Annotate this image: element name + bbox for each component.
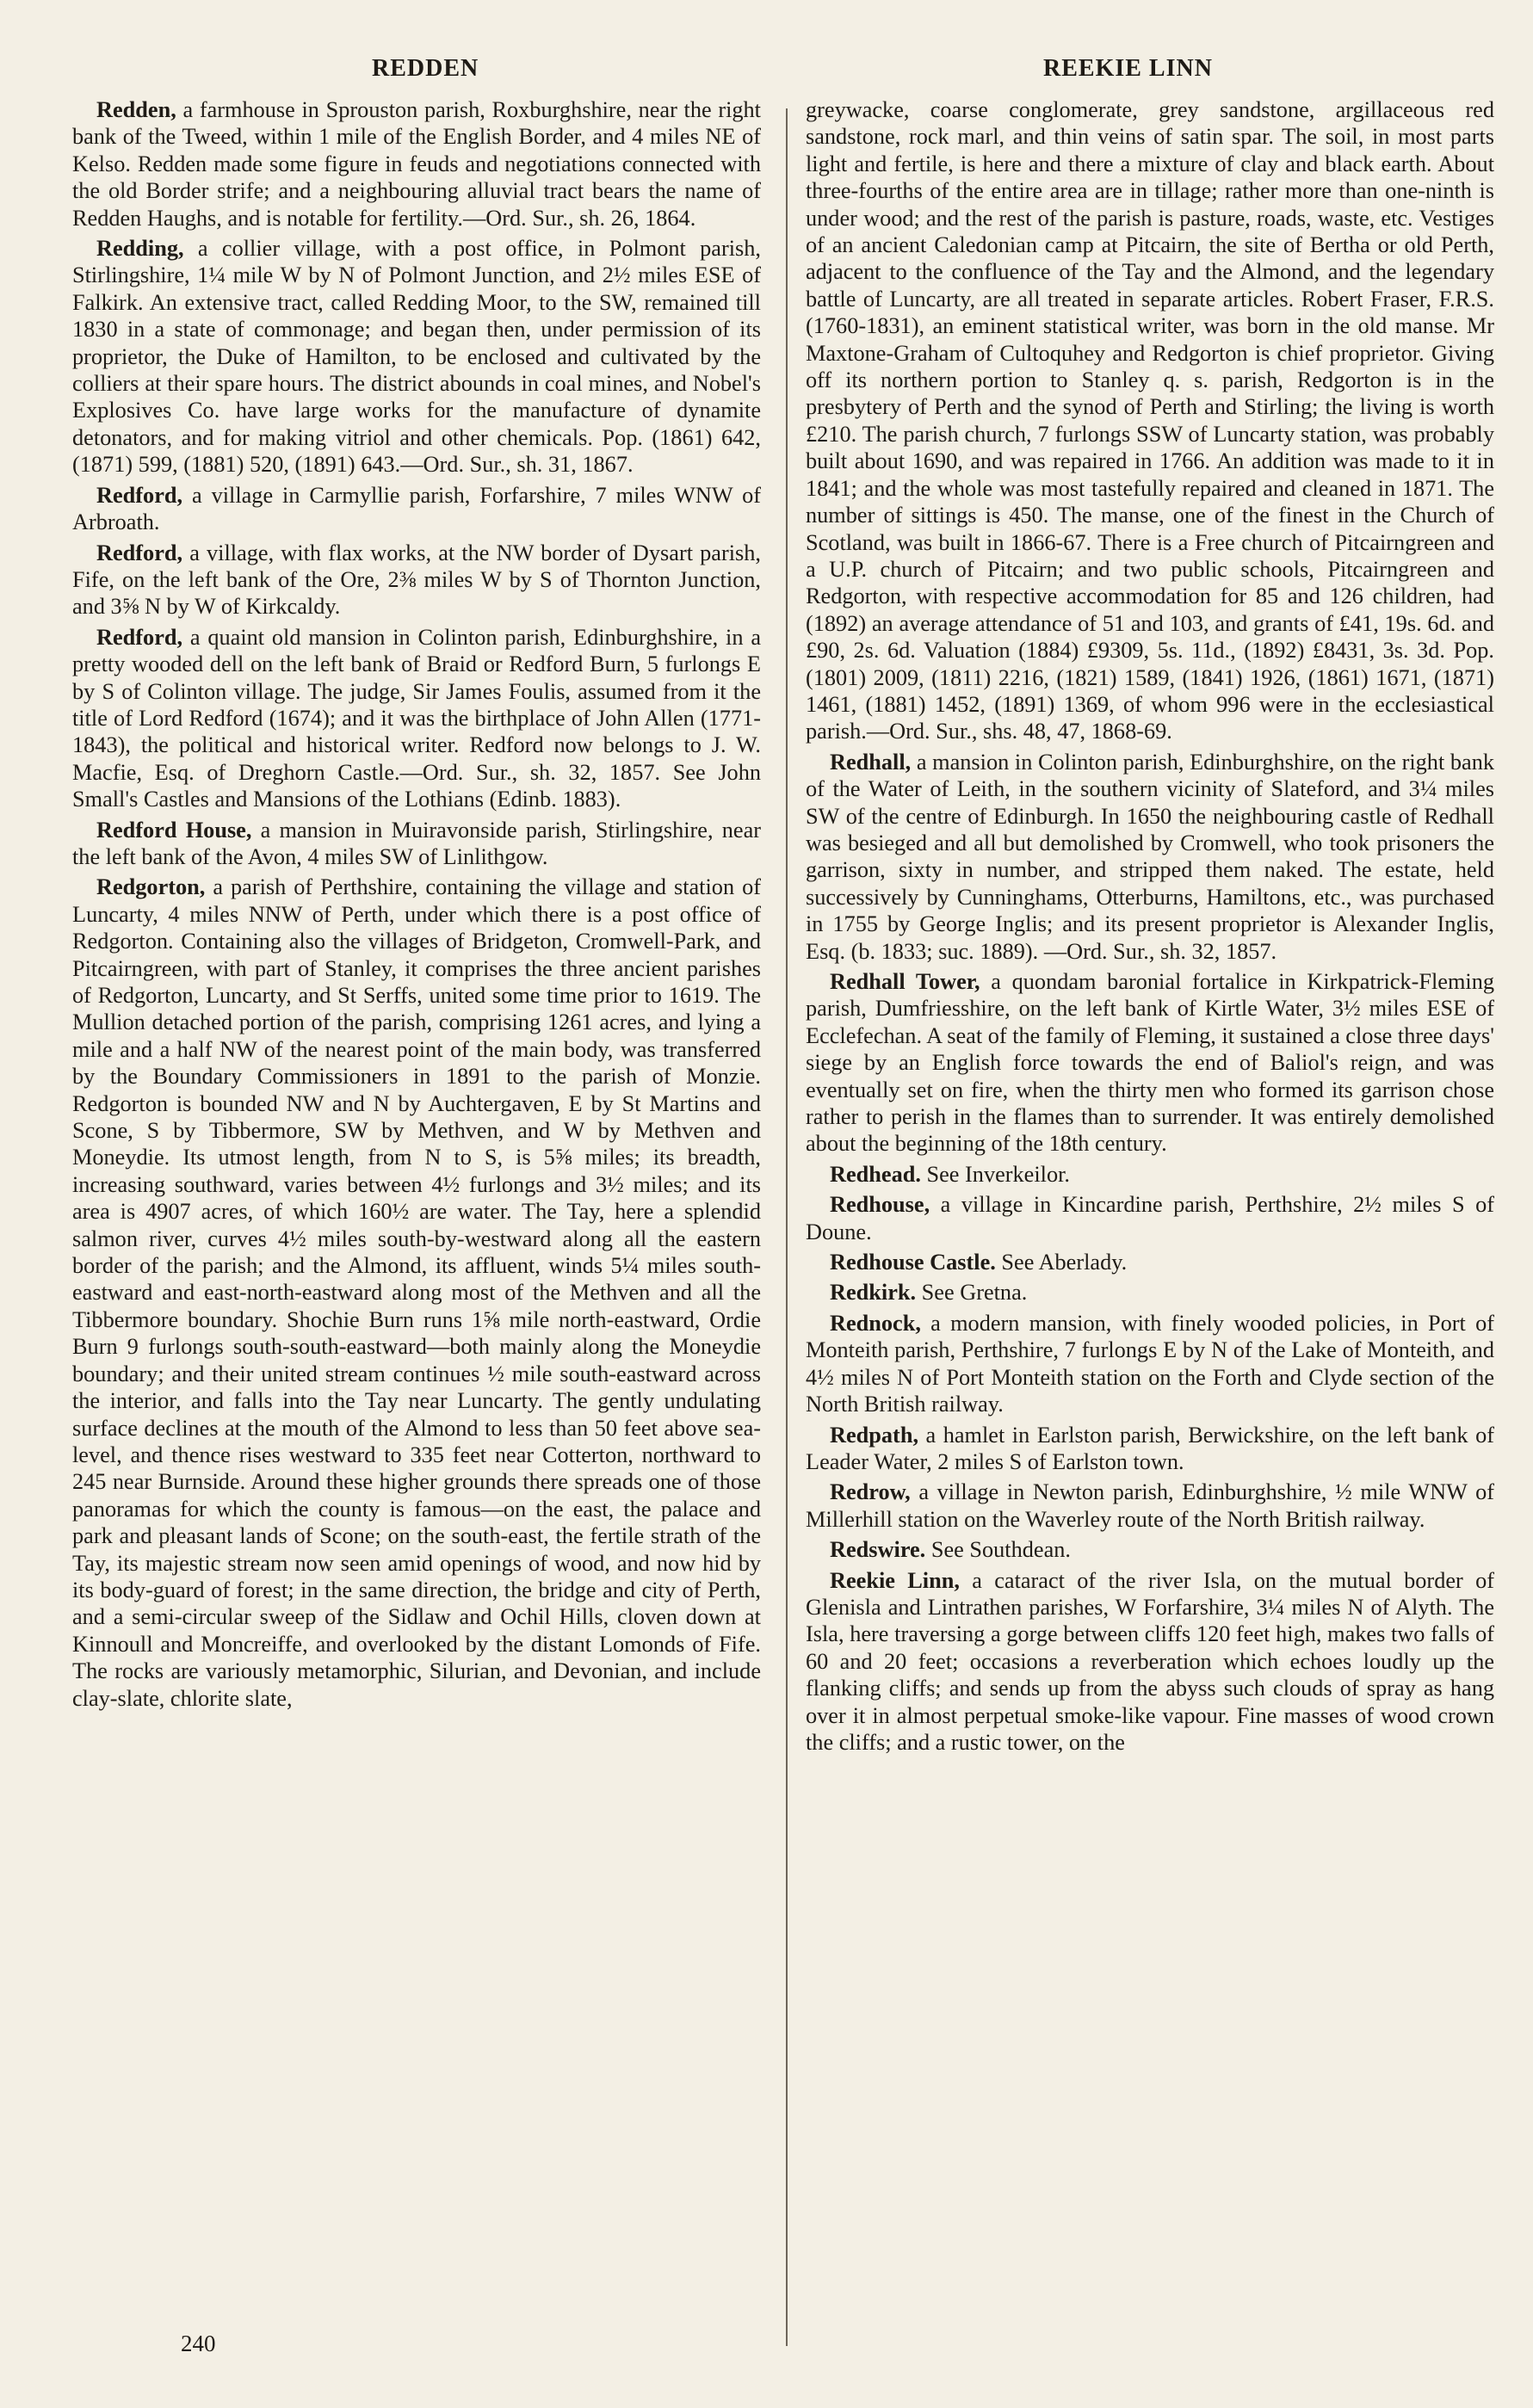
entry-headword: Redhall, xyxy=(830,749,912,775)
entry-text: See Gretna. xyxy=(916,1280,1028,1306)
entry-redford-dysart xyxy=(72,540,761,621)
entry-redford-house xyxy=(72,817,761,871)
entry-headword: Rednock, xyxy=(830,1310,921,1336)
entry-redhall xyxy=(806,749,1494,965)
entry-headword: Redswire. xyxy=(830,1537,926,1563)
entry-text: See Inverkeilor. xyxy=(920,1161,1070,1187)
entry-text: greywacke, coarse conglomerate, grey sandstone, argillaceous red sandstone, rock marl, and thin veins of satin spar. The soil, in most parts light and fertile, is here and there a mixture of clay and black earth. About three-fourths of the entire area are in tillage; rather more than one-ninth is under wood; and the rest of the parish is pasture, roads, waste, etc. Vestiges of an ancient Caledonian camp at Pitcairn, the site of Bertha or old Perth, adjacent to the confluence of the Tay and the Almond, and the legendary battle of Luncarty, are all treated in separate articles. Robert Fraser, F.R.S. (1760-1831), an eminent statistical writer, was born in the old manse. Mr Maxtone-Graham of Cultoquhey and Redgorton is chief proprietor. Giving off its northern portion to Stanley q. s. parish, Redgorton is in the presbytery of Perth and the synod of Perth and Stirling; the living is worth £210. The parish church, 7 furlongs SSW of Luncarty station, was probably built about 1690, and was repaired in 1766. An addition was made to it in 1841; and the whole was most tastefully repaired and cleaned in 1871. The number of sittings is 450. The manse, one of the finest in the Church of Scotland, was built in 1866-67. There is a Free church of Pitcairngreen and a U.P. church of Pitcairn; and two public schools, Pitcairngreen and Redgorton, with respective accommodation for 85 and 126 children, had (1892) an average attendance of 51 and 103, and grants of £41, 19s. 6d. and £90, 2s. 6d. Valuation (1884) £9309, 5s. 11d., (1892) £8431, 3s. 3d. Pop. (1801) 2009, (1811) 2216, (1821) 1589, (1841) 1926, (1861) 1671, (1871) 1461, (1881) 1452, (1891) 1369, of whom 996 were in the ecclesiastical parish.—Ord. Sur., shs. 48, 47, 1868-69. xyxy=(806,97,1494,744)
entry-redpath xyxy=(806,1422,1494,1476)
entry-text: a farmhouse in Sprouston parish, Roxburghshire, near the right bank of the Tweed, within 1 mile of the English Border, and 4 miles NE of Kelso. Redden made some figure in feuds and negotiations connected with the old Border strife; and a neighbouring alluvial tract bears the name of Redden Haughs, and is notable for fertility.—Ord. Sur., sh. 26, 1864. xyxy=(72,97,761,231)
entry-headword: Redhall Tower, xyxy=(830,969,980,994)
entry-headword: Reekie Linn, xyxy=(830,1567,960,1593)
entry-headword: Redford, xyxy=(96,624,183,650)
entry-text: a quaint old mansion in Colinton parish, Edinburghshire, in a pretty wooded dell on the left bank of Braid or Redford Burn, 5 furlongs E by S of Colinton village. The judge, Sir James Foulis, assumed from it the title of Lord Redford (1674); and it was the birthplace of John Allen (1771-1843), the political and historical writer. Redford now belongs to J. W. Macfie, Esq. of Dreghorn Castle.—Ord. Sur., sh. 32, 1857. See John Small's Castles and Mansions of the Lothians (Edinb. 1883). xyxy=(72,624,761,812)
entry-text: a quondam baronial fortalice in Kirkpatrick-Fleming parish, Dumfriesshire, on the left bank of Kirtle Water, 3½ miles ESE of Ecclefechan. A seat of the family of Fleming, it sustained a close three days' siege by an English force towards the end of Baliol's reign, and was eventually set on fire, when the thirty men who formed its garrison chose rather to perish in the flames than to surrender. It was entirely demolished about the beginning of the 18th century. xyxy=(806,969,1495,1157)
entry-text: a village, with flax works, at the NW border of Dysart parish, Fife, on the left bank of the Ore, 2⅜ miles W by S of Thornton Junction, and 3⅝ N by W of Kirkcaldy. xyxy=(72,540,761,620)
entry-text: See Southdean. xyxy=(925,1537,1071,1563)
entry-text: See Aberlady. xyxy=(995,1250,1128,1275)
entry-redding xyxy=(72,235,761,479)
left-column xyxy=(72,96,761,1715)
entry-text: a cataract of the river Isla, on the mutual border of Glenisla and Lintrathen parishes, W Forfarshire, 3¼ miles N of Alyth. The Isla, here traversing a gorge between cliffs 120 feet high, makes two falls of 60 and 20 feet; occasions a reverberation which echoes loudly up the flanking cliffs; and sends up from the abyss such clouds of spray as hang over it in almost perpetual smoke-like vapour. Fine masses of wood crown the cliffs; and a rustic tower, on the xyxy=(806,1567,1494,1755)
entry-redhouse-castle xyxy=(806,1249,1494,1275)
entry-redford-carmyllie xyxy=(72,482,761,536)
entry-redhouse xyxy=(806,1191,1494,1245)
entry-headword: Redford House, xyxy=(96,817,252,843)
entry-text: a hamlet in Earlston parish, Berwickshire, on the left bank of Leader Water, 2 miles S of Earlston town. xyxy=(806,1422,1494,1474)
column-divider xyxy=(786,108,788,2346)
entry-text: a village in Kincardine parish, Perthshire, 2½ miles S of Doune. xyxy=(806,1192,1494,1244)
entry-headword: Redford, xyxy=(96,482,183,508)
entry-headword: Redford, xyxy=(96,540,183,565)
right-column xyxy=(806,96,1494,1759)
running-head-left: REDDEN xyxy=(372,55,479,82)
entry-redswire xyxy=(806,1536,1494,1563)
entry-text: a modern mansion, with finely wooded policies, in Port of Monteith parish, Perthshire, 7 furlongs E by N of the Lake of Monteith, and 4½ miles N of Port Monteith station on the Forth and Clyde section of the North British railway. xyxy=(806,1310,1494,1417)
entry-headword: Redhead. xyxy=(830,1161,921,1187)
entry-redgorton xyxy=(72,874,761,1712)
page-number: 240 xyxy=(181,2331,216,2356)
entry-redkirk xyxy=(806,1279,1494,1306)
entry-reekie-linn xyxy=(806,1567,1494,1757)
entry-redden xyxy=(72,96,761,232)
entry-text: a village in Carmyllie parish, Forfarshire, 7 miles WNW of Arbroath. xyxy=(72,482,761,535)
entry-text: a collier village, with a post office, in Polmont parish, Stirlingshire, 1¼ mile W by N of Polmont Junction, and 2½ miles ESE of Falkirk. An extensive tract, called Redding Moor, to the SW, remained till 1830 in a state of commonage; and began then, under permission of its proprietor, the Duke of Hamilton, to be enclosed and cultivated by the colliers at their spare hours. The district abounds in coal mines, and Nobel's Explosives Co. have large works for the manufacture of dynamite detonators, and for making vitriol and other chemicals. Pop. (1861) 642, (1871) 599, (1881) 520, (1891) 643.—Ord. Sur., sh. 31, 1867. xyxy=(72,236,761,478)
entry-redgorton-continued xyxy=(806,96,1494,745)
entry-headword: Redpath, xyxy=(830,1422,919,1448)
entry-redhall-tower xyxy=(806,968,1494,1158)
entry-headword: Redgorton, xyxy=(96,874,206,900)
entry-text: a parish of Perthshire, containing the village and station of Luncarty, 4 miles NNW of Perth, under which there is a post office of Redgorton. Containing also the villages of Bridgeton, Cromwell-Park, and Pitcairngreen, with part of Stanley, it comprises the three ancient parishes of Redgorton, Luncarty, and St Serffs, united some time prior to 1619. The Mullion detached portion of the parish, comprising 1261 acres, and lying a mile and a half NW of the nearest point of the main body, was transferred by the Boundary Commissioners in 1891 to the parish of Monzie. Redgorton is bounded NW and N by Auchtergaven, E by St Martins and Scone, S by Tibbermore, SW by Methven, and W by Methven and Moneydie. Its utmost length, from N to S, is 5⅝ miles; its breadth, increasing southward, varies between 4½ furlongs and 3½ miles; and its area is 4907 acres, of which 160½ are water. The Tay, here a splendid salmon river, curves 4½ miles south-by-westward along all the eastern border of the parish; and the Almond, its affluent, winds 5¼ miles south-eastward and east-north-eastward along most of the Methven and all the Tibbermore boundary. Shochie Burn runs 1⅝ mile north-eastward, Ordie Burn 9 furlongs south-south-eastward—both mainly along the Moneydie boundary; and their united stream continues ½ mile south-eastward across the interior, and falls into the Tay near Luncarty. The gently undulating surface declines at the mouth of the Almond to less than 50 feet above sea-level, and thence rises westward to 335 feet near Cotterton, northward to 245 near Burnside. Around these higher grounds there spreads one of those panoramas for which the county is famous—on the east, the palace and park and pleasant lands of Scone; on the south-east, the fertile strath of the Tay, its majestic stream now seen amid openings of wood, and now hid by its body-guard of forest; in the same direction, the bridge and city of Perth, and a semi-circular sweep of the Sidlaw and Ochil Hills, cloven down at Kinnoull and Moncreiffe, and overlooked by the distant Lomonds of Fife. The rocks are variously metamorphic, Silurian, and Devonian, and include clay-slate, chlorite slate, xyxy=(72,874,761,1711)
entry-headword: Redhouse Castle. xyxy=(830,1250,996,1275)
entry-text: a village in Newton parish, Edinburghshire, ½ mile WNW of Millerhill station on the Waverley route of the North British railway. xyxy=(806,1479,1494,1532)
running-head-right: REEKIE LINN xyxy=(1043,55,1213,82)
entry-headword: Redden, xyxy=(96,97,176,122)
entry-headword: Redkirk. xyxy=(830,1280,917,1306)
entry-text: a mansion in Muiravonside parish, Stirlingshire, near the left bank of the Avon, 4 miles SW of Linlithgow. xyxy=(72,817,762,869)
entry-redrow xyxy=(806,1479,1494,1533)
entry-redford-colinton xyxy=(72,624,761,813)
entry-rednock xyxy=(806,1310,1494,1418)
entry-text: a mansion in Colinton parish, Edinburghshire, on the right bank of the Water of Leith, in the southern vicinity of Slateford, and 3¼ miles SW of the centre of Edinburgh. In 1650 the neighbouring castle of Redhall was besieged and all but demolished by Cromwell, who took prisoners the garrison, sixty in number, and stripped them naked. The estate, held successively by Cunninghams, Otterburns, Hamiltons, etc., was purchased in 1755 by George Inglis; and its present proprietor is Alexander Inglis, Esq. (b. 1833; suc. 1889). —Ord. Sur., sh. 32, 1857. xyxy=(806,749,1494,964)
entry-headword: Redrow, xyxy=(830,1479,911,1505)
entry-redhead xyxy=(806,1161,1494,1188)
entry-headword: Redhouse, xyxy=(830,1192,930,1218)
entry-headword: Redding, xyxy=(96,236,184,262)
